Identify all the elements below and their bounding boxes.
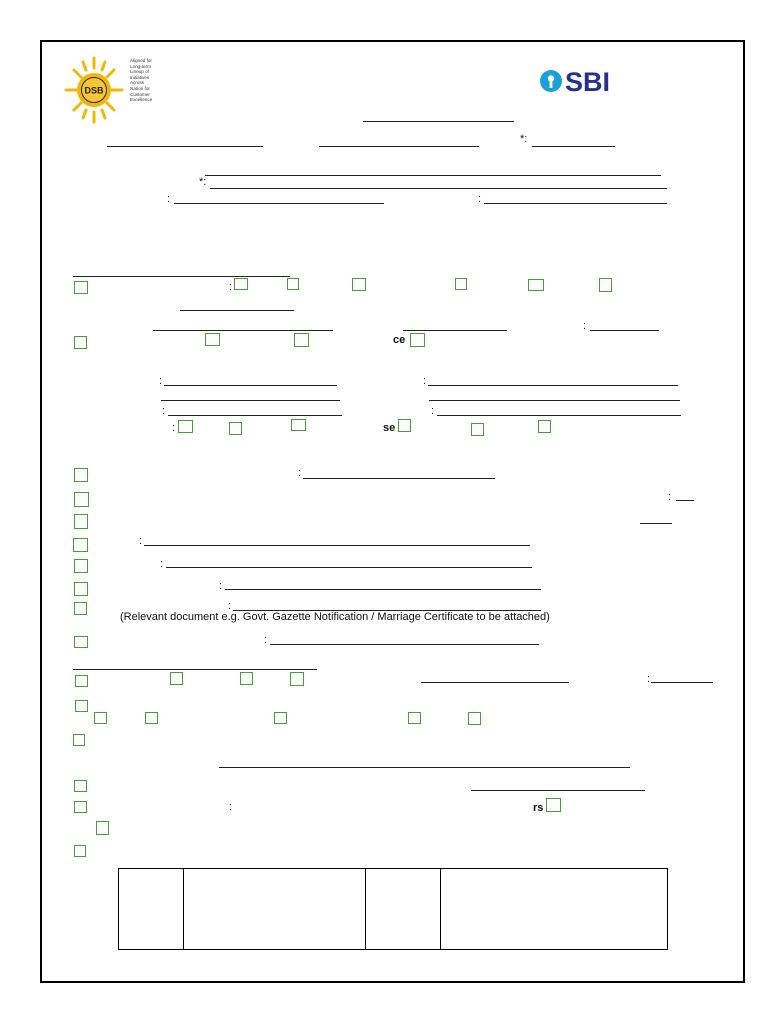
- checkbox[interactable]: [73, 734, 85, 746]
- checkbox[interactable]: [287, 278, 299, 290]
- checkbox[interactable]: [229, 422, 242, 435]
- checkbox[interactable]: [94, 712, 107, 724]
- colon-marker: :: [139, 535, 143, 547]
- fragment-text: ce: [393, 334, 406, 346]
- blank-field[interactable]: [270, 644, 539, 645]
- checkbox[interactable]: [74, 468, 88, 482]
- checkbox[interactable]: [75, 675, 88, 687]
- checkbox[interactable]: [178, 420, 193, 433]
- colon-marker: :: [162, 405, 166, 417]
- dsb-tagline: Aligned for Long-term Lineup of Initiatives Across Nation for Customer Excellence: [130, 58, 153, 103]
- colon-marker: :: [298, 467, 302, 479]
- checkbox[interactable]: [274, 712, 287, 724]
- fragment-text: se: [383, 422, 396, 434]
- checkbox[interactable]: [74, 845, 86, 857]
- table-cell[interactable]: [184, 869, 366, 950]
- fragment-text: rs: [533, 802, 544, 814]
- checkbox[interactable]: [73, 538, 88, 552]
- dsb-logo-text: DSB: [84, 85, 104, 96]
- sbi-logo-text: SBI: [565, 67, 611, 97]
- blank-field[interactable]: [303, 478, 495, 479]
- blank-field[interactable]: [532, 146, 615, 147]
- blank-field[interactable]: [225, 589, 541, 590]
- blank-field[interactable]: [676, 500, 694, 501]
- checkbox[interactable]: [408, 712, 421, 724]
- blank-field[interactable]: [437, 415, 681, 416]
- colon-marker: :: [172, 422, 176, 434]
- checkbox[interactable]: [74, 636, 88, 648]
- checkbox[interactable]: [599, 278, 612, 292]
- colon-marker: :: [431, 405, 435, 417]
- checkbox[interactable]: [352, 278, 366, 291]
- blank-field[interactable]: [590, 330, 659, 331]
- blank-field[interactable]: [205, 175, 661, 176]
- colon-marker: :: [159, 375, 163, 387]
- checkbox[interactable]: [74, 492, 89, 507]
- checkbox[interactable]: [471, 423, 484, 436]
- checkbox[interactable]: [74, 780, 87, 792]
- blank-field[interactable]: [161, 400, 340, 401]
- blank-field[interactable]: [651, 682, 713, 683]
- blank-field[interactable]: [471, 790, 645, 791]
- blank-field[interactable]: [219, 767, 630, 768]
- blank-field[interactable]: [319, 146, 479, 147]
- blank-field[interactable]: [180, 310, 294, 311]
- blank-field[interactable]: [429, 400, 680, 401]
- checkbox[interactable]: [291, 419, 306, 431]
- checkbox[interactable]: [75, 700, 88, 712]
- required-marker: *:: [520, 133, 528, 145]
- table-cell[interactable]: [119, 869, 184, 950]
- title-underline: [363, 121, 514, 122]
- section-underline: [73, 276, 290, 277]
- checkbox[interactable]: [294, 333, 309, 347]
- colon-marker: :: [264, 634, 268, 646]
- required-marker: *:: [199, 176, 207, 188]
- blank-field[interactable]: [421, 682, 569, 683]
- checkbox[interactable]: [74, 559, 88, 573]
- colon-marker: :: [229, 281, 233, 293]
- colon-marker: :: [583, 320, 587, 332]
- checkbox[interactable]: [74, 602, 87, 615]
- blank-field[interactable]: [153, 330, 333, 331]
- blank-field[interactable]: [484, 203, 667, 204]
- checkbox[interactable]: [74, 336, 87, 349]
- blank-field[interactable]: [174, 203, 384, 204]
- form-border: [40, 40, 745, 983]
- sbi-logo: [538, 64, 624, 98]
- colon-marker: :: [160, 558, 164, 570]
- checkbox[interactable]: [528, 279, 544, 291]
- checkbox[interactable]: [74, 281, 88, 294]
- checkbox[interactable]: [96, 821, 109, 835]
- colon-marker: :: [668, 491, 672, 503]
- checkbox[interactable]: [455, 278, 467, 290]
- checkbox[interactable]: [74, 801, 87, 813]
- blank-field[interactable]: [210, 188, 667, 189]
- checkbox[interactable]: [170, 672, 183, 685]
- colon-marker: :: [219, 580, 223, 592]
- checkbox[interactable]: [290, 672, 304, 686]
- checkbox[interactable]: [468, 712, 481, 725]
- checkbox[interactable]: [538, 420, 551, 433]
- document-note: (Relevant document e.g. Govt. Gazette Notification / Marriage Certificate to be attached): [120, 611, 550, 623]
- table-cell[interactable]: [366, 869, 441, 950]
- blank-field[interactable]: [166, 567, 532, 568]
- blank-field[interactable]: [107, 146, 263, 147]
- colon-marker: :: [229, 801, 233, 813]
- blank-field[interactable]: [164, 385, 337, 386]
- checkbox[interactable]: [74, 582, 88, 596]
- colon-marker: :: [647, 673, 651, 685]
- blank-field[interactable]: [403, 330, 507, 331]
- colon-marker: :: [167, 193, 171, 205]
- checkbox[interactable]: [398, 419, 411, 432]
- table-cell[interactable]: [441, 869, 668, 950]
- colon-marker: :: [423, 375, 427, 387]
- checkbox[interactable]: [234, 278, 248, 290]
- blank-field[interactable]: [168, 415, 342, 416]
- signature-table: [118, 868, 668, 950]
- checkbox[interactable]: [240, 672, 253, 685]
- checkbox[interactable]: [205, 333, 220, 346]
- colon-marker: :: [478, 193, 482, 205]
- colon-marker: :: [228, 600, 232, 612]
- blank-field[interactable]: [428, 385, 678, 386]
- section-underline: [73, 669, 317, 670]
- checkbox[interactable]: [410, 333, 425, 347]
- blank-field[interactable]: [640, 523, 672, 524]
- checkbox[interactable]: [546, 798, 561, 812]
- checkbox[interactable]: [74, 514, 88, 529]
- checkbox[interactable]: [145, 712, 158, 724]
- blank-field[interactable]: [144, 545, 530, 546]
